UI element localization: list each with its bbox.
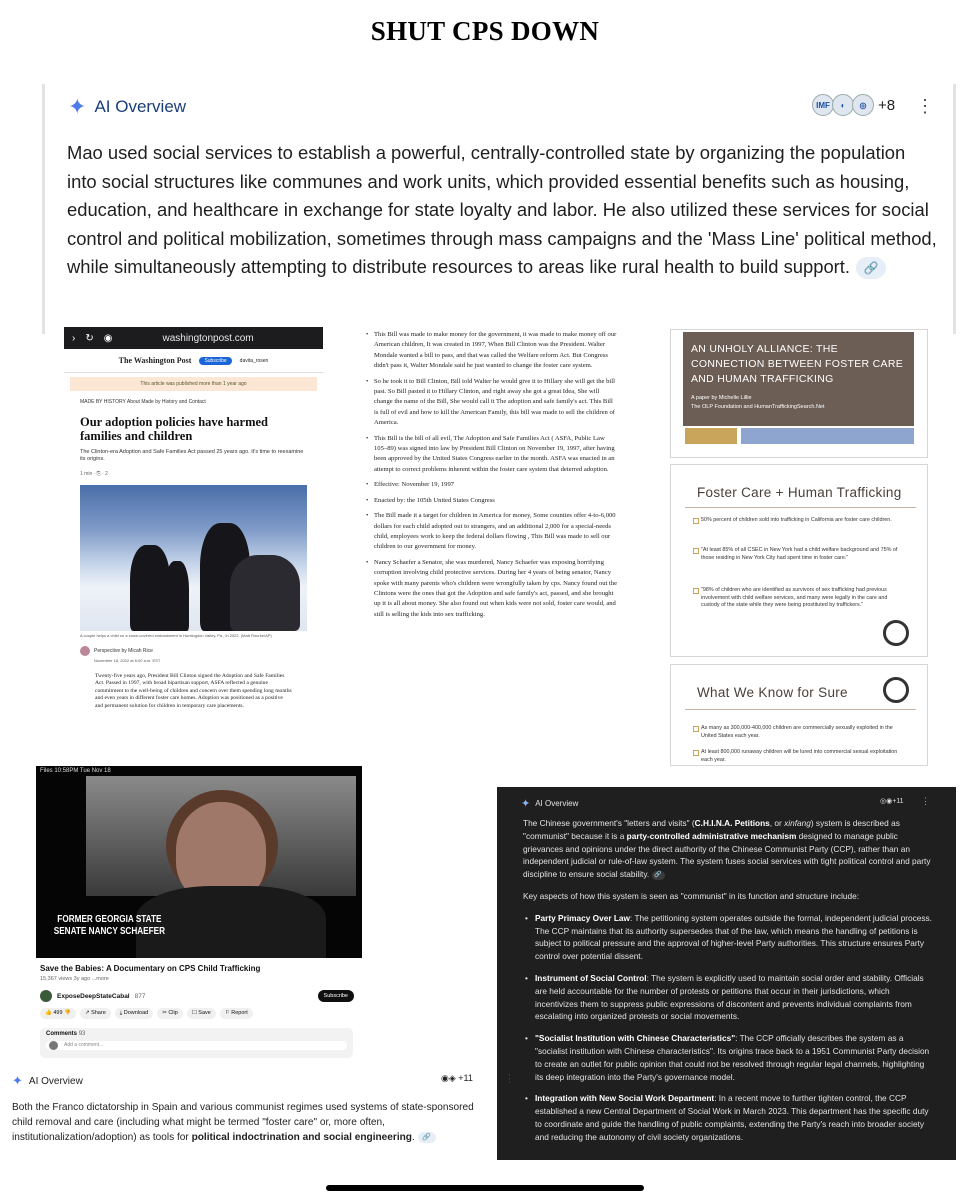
- slide-title: [670, 329, 928, 458]
- share-icons[interactable]: 1 min · ⎘ · 2: [80, 471, 108, 477]
- ai-overview-label: AI Overview: [535, 799, 579, 808]
- magnifier-logo-icon: [883, 620, 909, 646]
- list-item: • Effective: November 19, 1997: [366, 480, 618, 490]
- share-button[interactable]: ↗ Share: [80, 1008, 111, 1019]
- list-item: • This Bill is the bill of all evil, The Adoption and Safe Families Act ( ASFA, Public Law 105–89) was signed into law by President Bill Clinton on November 19, 1997, after having been approved by the United States Congress earlier in the month. ASFA was enacted in an attempt to correct problems inherent within the foster care system that deterred adoption.: [366, 434, 618, 476]
- slide-bullet: At least 800,000 runaway children will be lured into commercial sexual exploitation each year.: [701, 749, 901, 764]
- ai-overview-header: [68, 94, 186, 120]
- comments-count: 93: [78, 1031, 86, 1037]
- ai-overview-label: AI Overview: [94, 97, 187, 116]
- article-photo: [80, 485, 307, 631]
- washington-post-article: [64, 327, 323, 737]
- masthead-logo: The Washington Post: [118, 356, 192, 365]
- photo-caption: A couple helps a child on a snow-covered embankment in Huntingdon Valley, Pa., in 2022. (Matt Rourke/AP): [80, 633, 272, 638]
- small-ai-text: Both the Franco dictatorship in Spain and various communist regimes used systems of state-sponsored child removal and care (including what might be termed "foster care" or, more often, institutionalization/adoption) as tools for political indoctrination and social engineering. 🔗: [12, 1102, 474, 1143]
- reload-icon[interactable]: ↻: [85, 332, 94, 344]
- save-button[interactable]: ☐ Save: [187, 1008, 216, 1019]
- article-dek: The Clinton-era Adoption and Safe Families Act passed 25 years ago. It's time to reexamine its origins.: [80, 449, 304, 462]
- source-badges[interactable]: ◉◈ +11: [441, 1073, 473, 1083]
- more-options-icon[interactable]: ⋮: [921, 796, 930, 806]
- decor-bar: [741, 428, 914, 444]
- source-badges[interactable]: ◎◉+11: [880, 798, 904, 805]
- author-avatar: [80, 646, 90, 656]
- article-date: November 18, 2022 at 6:00 a.m. EST: [94, 658, 161, 663]
- more-options-icon[interactable]: ⋮: [504, 1073, 515, 1085]
- clip-button[interactable]: ✂ Clip: [157, 1008, 183, 1019]
- link-icon[interactable]: 🔗: [856, 257, 886, 279]
- url-text[interactable]: washingtonpost.com: [162, 332, 254, 344]
- wapo-masthead: [64, 349, 323, 373]
- divider: [685, 507, 916, 508]
- bill-text-list: [366, 330, 618, 625]
- list-item: • Enacted by: the 105th United States Congress: [366, 496, 618, 506]
- small-ai-header: [12, 1073, 83, 1089]
- list-item: • This Bill was made to make money for the government, it was made to make money off our American children, It was created in 1997, When Bill Clinton was the President. Walter Mondale wanted a bill to pass, and that was called the Welfare reform Act. But Congress didn't pass it, Walter Mondale said he just wanted to change the foster care system.: [366, 330, 618, 372]
- list-item: • "Socialist Institution with Chinese Characteristics": The CCP officially describes the system as a "socialist institution with Chinese characteristics". Its origins trace back to a 1951 Communist Party decision to create an outlet for public opinion that could not be resolved through regular legal channels, highlighting its deep integration into the Party's governance model.: [523, 1032, 933, 1083]
- ai-overview-label: AI Overview: [28, 1075, 83, 1087]
- byline: Perspective by Micah Rice: [80, 646, 307, 656]
- list-item: • Nancy Schaefer a Senator, she was murdered, Nancy Schaefer was exposing horrifying corruption involving child protective services. During her 4 years of being senator, Nancy spoke with many parents who's children were wrongfully taken by cps. Nancy found out the Clintons were the ones that got the Adoption and safe family's act, passed, and she brought up it is all about money. She also found out when kids were not sold, foster care would, and still is selling the kids into sex trafficking.: [366, 558, 618, 620]
- status-bar: Files 10:58PM Tue Nov 18: [40, 768, 111, 774]
- channel-name[interactable]: ExposeDeepStateCabal: [57, 992, 130, 1000]
- page-title: SHUT CPS DOWN: [370, 16, 600, 46]
- slide-foster-care: [670, 464, 928, 657]
- dark-ai-overview: [497, 787, 956, 1160]
- subscriber-count: 877: [134, 992, 146, 1000]
- slide-heading: What We Know for Sure: [697, 685, 848, 700]
- article-body: Twenty-five years ago, President Bill Clinton signed the Adoption and Safe Families Act. Passed in 1997, with broad bipartisan support, ASFA reflected a genuine commitment to the well-being of children and concern over them spending long months and even years in different foster care homes. Adoption was positioned as a positive and permanent solution for children in temporary care placements.: [95, 673, 292, 709]
- list-item: • The Bill made it a target for children in America for money, Some counties offer 4-to-6,000 dollars for each child adopted out to strangers, and an additional 2,000 for a special-needs child, employees work to keep the federal dollars flowing , This Bill was made to sell our children to our government for money.: [366, 511, 618, 553]
- key-aspects-intro: Key aspects of how this system is seen as "communist" in its function and structure include:: [523, 890, 860, 901]
- back-icon[interactable]: ›: [72, 332, 76, 344]
- video-actions: [40, 1008, 253, 1019]
- sparkle-icon: ✦: [521, 798, 531, 810]
- list-item: • Instrument of Social Control: The system is explicitly used to maintain social order and stability. Officials are held accountable for the number of protests or petitions that occur in their jurisdictions, which incentivizes them to suppress public expressions of discontent and prevents individual complaints from escalating into organized protests or social movements.: [523, 972, 933, 1023]
- kicker: MADE BY HISTORY About Made by History and Contact: [80, 399, 206, 405]
- comments-label: Comments: [46, 1031, 78, 1037]
- article-headline: Our adoption policies have harmed families and children: [80, 415, 268, 443]
- slide-bullet: "98% of children who are identified as survivors of sex trafficking had previous involvement with child welfare services, and many were legally in the care and custody of the state while they were being prostituted by traffickers.": [701, 587, 901, 610]
- divider: [685, 709, 916, 710]
- badge-count: +8: [878, 96, 896, 114]
- like-button[interactable]: 👍 499 👎: [40, 1008, 76, 1019]
- download-button[interactable]: ⤓ Download: [115, 1008, 153, 1019]
- slide-title-box: AN UNHOLY ALLIANCE: THE CONNECTION BETWEEN FOSTER CARE AND HUMAN TRAFFICKING: [683, 332, 914, 426]
- video-caption: FORMER GEORGIA STATE SENATE NANCY SCHAEFER: [53, 914, 166, 937]
- slide-heading: Foster Care + Human Trafficking: [697, 485, 902, 500]
- list-item: • Integration with New Social Work Department: In a recent move to further tighten control, the CCP established a new Central Department of Social Work in March 2023. This department has the specific duty to coordinate and guide the handling of public complaints, extending the Party's reach into broader society and reducing the autonomy of civil society organizations.: [523, 1092, 933, 1143]
- slide-bullet: 50% percent of children sold into trafficking in California are foster care children.: [701, 517, 901, 525]
- link-icon[interactable]: 🔗: [652, 871, 665, 880]
- comment-input[interactable]: Add a comment...: [46, 1041, 347, 1050]
- report-button[interactable]: ⚐ Report: [220, 1008, 253, 1019]
- ad-block-icon[interactable]: ◉: [103, 332, 113, 344]
- ai-overview-text: Mao used social services to establish a powerful, centrally-controlled state by organizing the population into social structures like communes and work units, which provided essential benefits such as housing, education, and healthcare in exchange for state loyalty and labor. He also utilized these services for social control and political mobilization, sometimes through mass campaigns and the 'Mass Line' political method, while simultaneously attempting to distribute resources to areas like rural health to build support. 🔗: [67, 139, 939, 282]
- slide-bullet: As many as 300,000-400,000 children are commercially sexually exploited in the United States each year.: [701, 725, 901, 740]
- slide-what-we-know: [670, 664, 928, 766]
- dark-ai-header: [521, 797, 578, 810]
- sparkle-icon: ✦: [12, 1073, 23, 1088]
- decor-bar: [685, 428, 737, 444]
- imf-source-icon: IMF: [812, 94, 834, 116]
- link-icon[interactable]: 🔗: [418, 1132, 436, 1143]
- archive-note: This article was published more than 1 year ago: [70, 377, 317, 391]
- comments-box[interactable]: [40, 1028, 353, 1058]
- magnifier-logo-icon: [883, 677, 909, 703]
- slide-subtitle: A paper by Michelle Lillie The OLP Foundation and HumanTraffickingSearch.Net: [691, 395, 825, 410]
- dark-ai-text: The Chinese government's "letters and visits" (C.H.I.N.A. Petitions, or xinfang) system is described as "communist" because it is a party-controlled administrative mechanism designed to manage public grievances and opinions under the direct authority of the Chinese Communist Party (CCP), rather than an independent judicial or rule-of-law system. The system fuses social services with tight political control and party discipline to ensure social stability. 🔗 Key aspects of how this system is seen as "communist" in its function and structure include: • Party Primacy Over Law: The petitioning system operates outside the formal, independent judicial process. The CCP maintains that its authority supersedes that of the law, which means the handling of petitions is subject to political pressure and the approval of higher-level Party authorities. This structure ensures Party control over potential dissent. • Instrument of Social Control: The system is explicitly used to maintain social order and stability. Officials are held accountable for the number of protests or petitions that occur in their jurisdictions, which incentivizes them to suppress public expressions of discontent and prevents individual complaints from escalating into organized protests or social movements. • "Socialist Institution with Chinese Characteristics": The CCP officially describes the system as a "socialist institution with Chinese characteristics". Its origins trace back to a 1951 Communist Party decision to create an outlet for public opinion that could not be resolved through regular legal channels, highlighting its deep integration into the Party's governance model. • Integration with New Social Work Department: In a recent move to further tighten control, the CCP established a new Central Department of Social Work in March 2023. This department has the specific duty to coordinate and guide the handling of public complaints, extending the Party's reach into broader society and reducing the autonomy of civil society organizations.: [523, 817, 933, 1153]
- source-badges[interactable]: [812, 94, 895, 116]
- home-indicator[interactable]: [326, 1185, 644, 1191]
- more-options-icon[interactable]: ⋮: [916, 96, 934, 116]
- subscribe-button[interactable]: Subscribe: [199, 357, 231, 365]
- slide-bullet: "At least 85% of all CSEC in New York had a child welfare background and 75% of those residing in New York City had spent time in foster care.": [701, 547, 901, 562]
- browser-bar: [64, 327, 323, 349]
- source-icon: ◎: [852, 94, 874, 116]
- source-icon: ◐: [832, 94, 854, 116]
- subscribe-button[interactable]: Subscribe: [318, 990, 354, 1002]
- channel-row: [40, 990, 354, 1002]
- list-item: • So he took it to Bill Clinton, Bill told Walter he would give it to Hillary she will get the bill past. So Bill pasted it to Hillary Clinton, and right away she got a great Idea, She will change the name of the Bill, She would call it The adoption and safe family's act. This Bill is full of evil and how to kill the American Family, this bill was made to sell the children of America.: [366, 377, 618, 429]
- channel-avatar[interactable]: [40, 990, 52, 1002]
- list-item: • Party Primacy Over Law: The petitioning system operates outside the formal, independent judicial process. The CCP maintains that its authority supersedes that of the law, which means the handling of petitions is subject to political pressure and the approval of higher-level Party authorities. This structure ensures Party control over potential dissent.: [523, 912, 933, 963]
- sparkle-icon: ✦: [68, 94, 87, 119]
- video-player[interactable]: [36, 766, 362, 958]
- user-name: davita_rosen: [239, 357, 269, 364]
- video-title[interactable]: Save the Babies: A Documentary on CPS Child Trafficking: [40, 964, 261, 973]
- video-meta[interactable]: 15,367 views 3y ago ...more: [40, 976, 109, 982]
